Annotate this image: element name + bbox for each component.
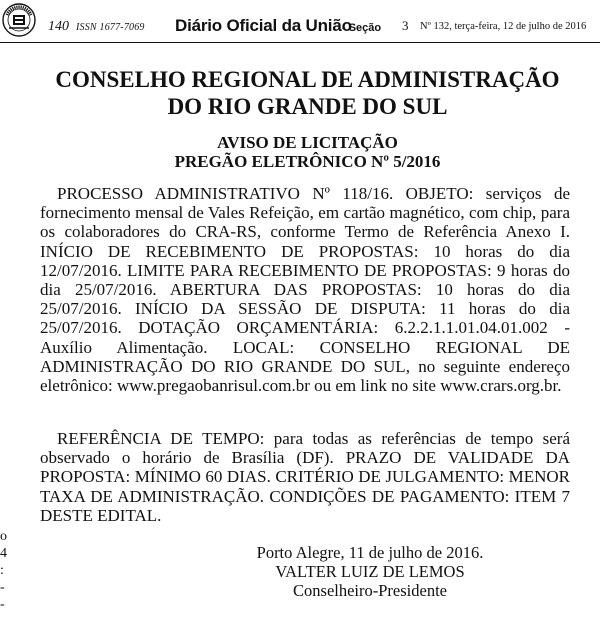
imprensa-nacional-seal-icon (2, 3, 36, 37)
header-divider (0, 42, 600, 43)
left-margin-fragments (0, 528, 10, 613)
margin-fragment: - (0, 597, 5, 612)
section-number: 3 (402, 18, 409, 33)
notice-title (40, 133, 575, 171)
section-label: - Seção (342, 22, 382, 34)
margin-fragment: : (0, 563, 4, 578)
issue-info: Nº 132, terça-feira, 12 de julho de 2016 (420, 21, 587, 32)
margin-fragment: - (0, 580, 5, 595)
signature-block (220, 543, 520, 600)
issn: ISSN 1677-7069 (76, 22, 145, 33)
notice-paragraph-2: REFERÊNCIA DE TEMPO: para todas as referências de tempo será observado o horário de Brasília (DF). PRAZO DE VALIDADE DA PROPOSTA: MÍNIMO 60 DIAS. CRITÉRIO DE JULGAMENTO: MENOR TAXA DE ADMINISTRAÇÃO. CONDIÇÕES DE PAGAMENTO: ITEM 7 DESTE EDITAL. (40, 429, 570, 525)
place-date: Porto Alegre, 11 de julho de 2016. (256, 543, 484, 562)
notice-title-line-1: AVISO DE LICITAÇÃO (217, 133, 398, 152)
notice-title-line-2: PREGÃO ELETRÔNICO Nº 5/2016 (174, 152, 441, 171)
publication-title: Diário Oficial da União (175, 16, 352, 35)
margin-fragment: o (0, 529, 7, 544)
header-page-info (48, 19, 145, 35)
organization-line-1: CONSELHO REGIONAL DE ADMINISTRAÇÃO (55, 67, 560, 92)
signer-role: Conselheiro-Presidente (293, 581, 447, 600)
page-number: 140 (48, 19, 69, 34)
organization-heading (40, 66, 575, 120)
notice-paragraph-1: PROCESSO ADMINISTRATIVO Nº 118/16. OBJETO: serviços de fornecimento mensal de Vales Refeição, em cartão magnético, com chip, para os colaboradores do CRA-RS, conforme Termo de Referência Anexo I. INÍCIO DE RECEBIMENTO DE PROPOSTAS: 10 horas do dia 12/07/2016. LIMITE PARA RECEBIMENTO DE PROPOSTAS: 9 horas do dia 25/07/2016. ABERTURA DAS PROPOSTAS: 10 horas do dia 25/07/2016. INÍCIO DA SESSÃO DE DISPUTA: 11 horas do dia 25/07/2016. DOTAÇÃO ORÇAMENTÁRIA: 6.2.2.1.1.01.04.01.002 - Auxílio Alimentação. LOCAL: CONSELHO REGIONAL DE ADMINISTRAÇÃO DO RIO GRANDE DO SUL, no seguinte endereço eletrônico: www.pregaobanrisul.com.br ou em link no site www.crars.org.br. (40, 184, 570, 396)
signer-name: VALTER LUIZ DE LEMOS (275, 562, 465, 581)
organization-line-2: DO RIO GRANDE DO SUL (167, 94, 448, 119)
margin-fragment: 4 (0, 546, 7, 561)
page-header (0, 0, 600, 52)
